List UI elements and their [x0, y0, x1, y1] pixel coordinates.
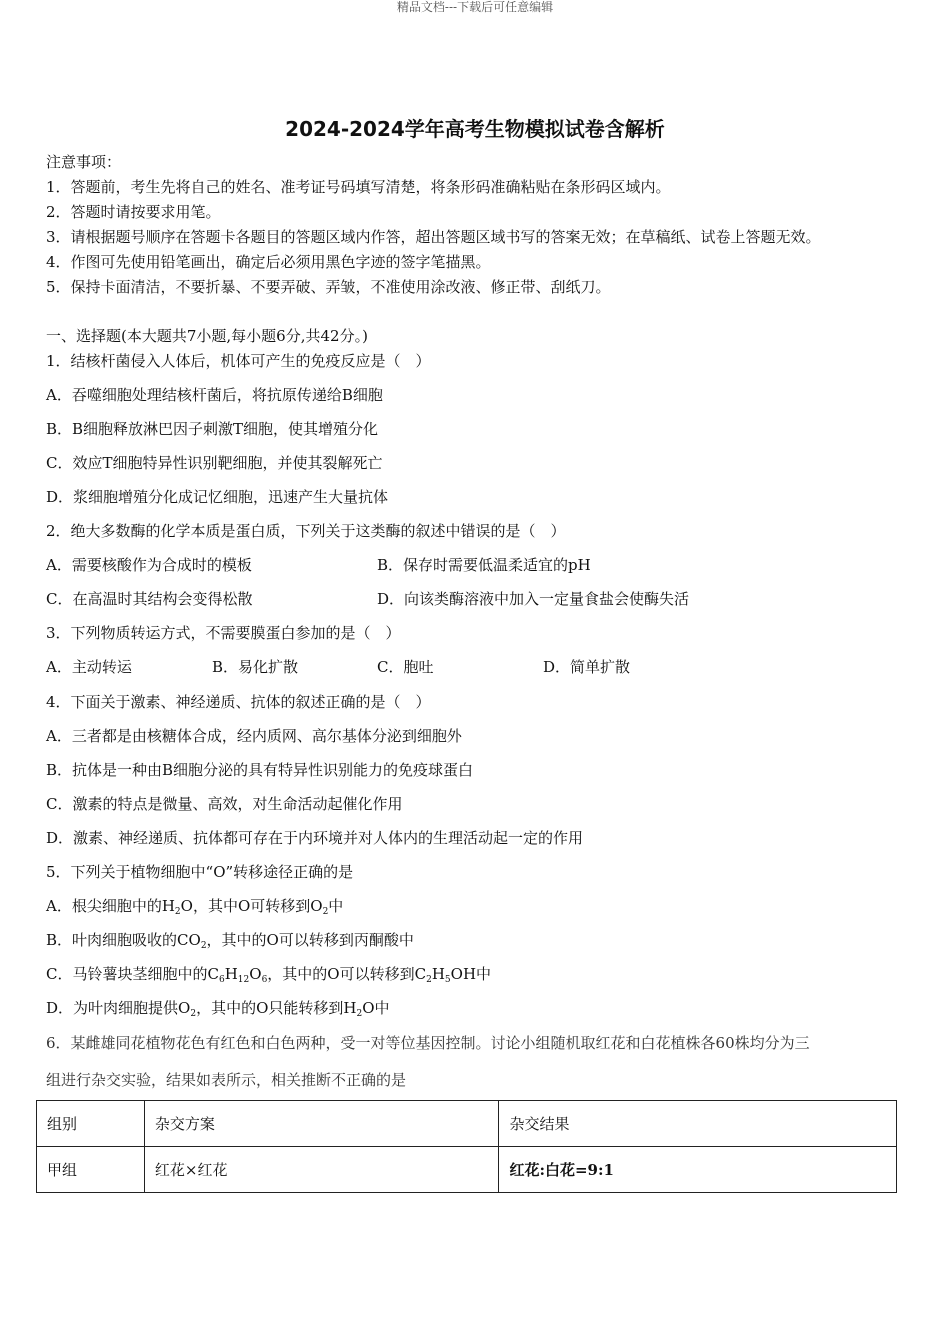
question-4-option-a: A．三者都是由核糖体合成，经内质网、高尔基体分泌到细胞外	[46, 727, 462, 745]
table-cell: 红花:白花=9:1	[499, 1147, 897, 1193]
question-4-option-b: B．抗体是一种由B细胞分泌的具有特异性识别能力的免疫球蛋白	[46, 761, 474, 779]
table-header-row	[37, 1101, 897, 1147]
question-3-option-d: D．简单扩散	[543, 658, 631, 676]
table-row	[37, 1147, 897, 1193]
table-cell: 红花×红花	[144, 1147, 499, 1193]
question-3-option-a: A．主动转运	[46, 658, 132, 676]
table-header-cell: 组别	[37, 1101, 145, 1147]
question-1-option-b: B．B细胞释放淋巴因子刺激T细胞，使其增殖分化	[46, 420, 379, 438]
question-4-option-d: D．激素、神经递质、抗体都可存在于内环境并对人体内的生理活动起一定的作用	[46, 829, 584, 847]
page-title: 2024-2024学年高考生物模拟试卷含解析	[285, 117, 665, 141]
question-6-stem-line-1: 6．某雌雄同花植物花色有红色和白色两种，受一对等位基因控制。讨论小组随机取红花和白花植株各60株均分为三	[46, 1034, 810, 1052]
question-1-stem: 1．结核杆菌侵入人体后，机体可产生的免疫反应是（ ）	[46, 352, 431, 370]
page-header: 精品文档---下载后可任意编辑	[396, 0, 554, 14]
table-cell: 甲组	[37, 1147, 145, 1193]
question-2-stem: 2．绝大多数酶的化学本质是蛋白质，下列关于这类酶的叙述中错误的是（ ）	[46, 522, 566, 540]
question-2-option-d: D．向该类酶溶液中加入一定量食盐会使酶失活	[377, 590, 690, 608]
question-5-stem: 5．下列关于植物细胞中“O”转移途径正确的是	[46, 863, 354, 881]
cross-experiment-table	[36, 1100, 897, 1193]
question-4-option-c: C．激素的特点是微量、高效，对生命活动起催化作用	[46, 795, 403, 813]
table-header-cell: 杂交方案	[144, 1101, 499, 1147]
notice-item-2: 2．答题时请按要求用笔。	[46, 203, 221, 221]
section-heading: 一、选择题(本大题共7小题,每小题6分,共42分。)	[46, 327, 368, 345]
question-5-option-c: C．马铃薯块茎细胞中的$C_6H_{12}O_6$，其中的O可以转移到$C_2H_5OH$中	[46, 965, 492, 985]
question-5-option-b: B．叶肉细胞吸收的$CO_2$，其中的O可以转移到丙酮酸中	[46, 931, 414, 951]
question-2-option-a: A．需要核酸作为合成时的模板	[46, 556, 252, 574]
notice-item-5: 5．保持卡面清洁，不要折暴、不要弄破、弄皱，不准使用涂改液、修正带、刮纸刀。	[46, 278, 611, 296]
question-3-option-c: C．胞吐	[377, 658, 434, 676]
question-3-option-b: B．易化扩散	[212, 658, 299, 676]
notice-item-4: 4．作图可先使用铅笔画出，确定后必须用黑色字迹的签字笔描黑。	[46, 253, 491, 271]
question-2-option-b: B．保存时需要低温柔适宜的pH	[377, 556, 591, 574]
notice-item-1: 1．答题前，考生先将自己的姓名、准考证号码填写清楚，将条形码准确粘贴在条形码区域内。	[46, 178, 671, 196]
question-1-option-a: A．吞噬细胞处理结核杆菌后，将抗原传递给B细胞	[46, 386, 383, 404]
question-6-stem-line-2: 组进行杂交实验，结果如表所示，相关推断不正确的是	[46, 1071, 407, 1089]
question-5-option-d: D．为叶肉细胞提供$O_2$，其中的O只能转移到$H_2O$中	[46, 999, 390, 1019]
question-1-option-c: C．效应T细胞特异性识别靶细胞，并使其裂解死亡	[46, 454, 383, 472]
question-3-stem: 3．下列物质转运方式，不需要膜蛋白参加的是（ ）	[46, 624, 401, 642]
notice-item-3: 3．请根据题号顺序在答题卡各题目的答题区域内作答，超出答题区域书写的答案无效；在草稿纸、试卷上答题无效。	[46, 228, 821, 246]
question-4-stem: 4．下面关于激素、神经递质、抗体的叙述正确的是（ ）	[46, 693, 431, 711]
table-header-cell: 杂交结果	[499, 1101, 897, 1147]
notice-heading: 注意事项：	[46, 153, 122, 171]
question-1-option-d: D．浆细胞增殖分化成记忆细胞，迅速产生大量抗体	[46, 488, 389, 506]
question-2-option-c: C．在高温时其结构会变得松散	[46, 590, 253, 608]
question-5-option-a: A．根尖细胞中的$H_2O$，其中O可转移到$O_2$中	[46, 897, 344, 917]
